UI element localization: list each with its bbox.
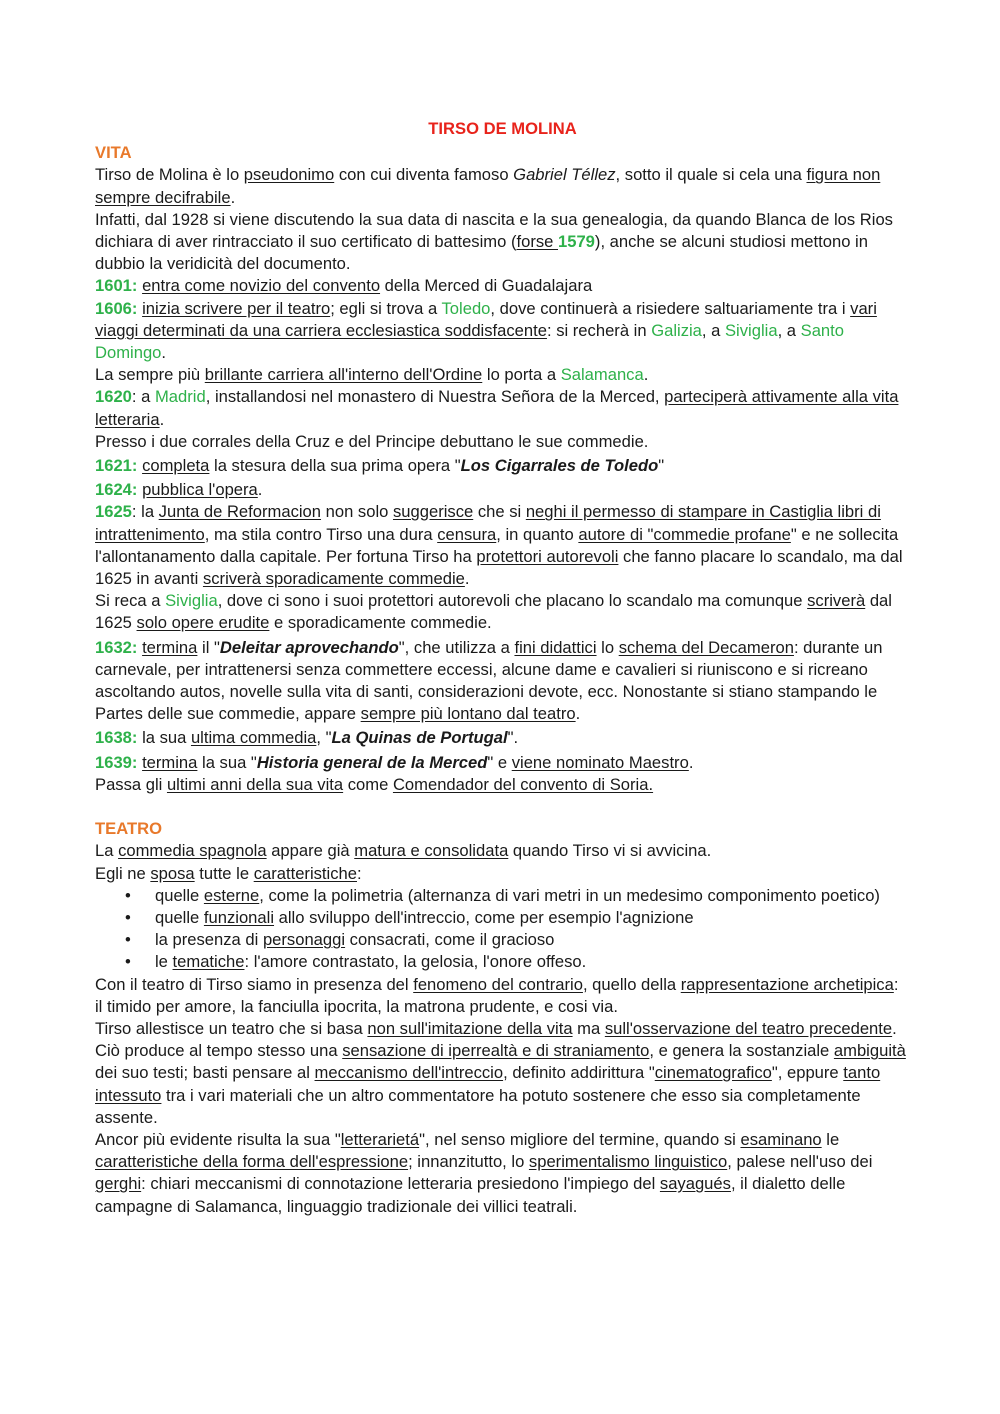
bullet-list bbox=[95, 885, 910, 974]
underlined-text: scriverà bbox=[807, 591, 866, 611]
underlined-text: funzionali bbox=[203, 907, 275, 927]
section-spacer bbox=[95, 796, 910, 818]
text-run: dei suo testi; basti pensare al bbox=[95, 1063, 315, 1083]
text-run: , dove continuerà a risiedere saltuariamente tra i bbox=[490, 298, 851, 318]
underlined-text: forse bbox=[516, 232, 558, 252]
text-run: la sua bbox=[142, 728, 191, 748]
underlined-text: solo opere erudite bbox=[136, 613, 270, 633]
text-run: . bbox=[464, 569, 470, 589]
year-label: 1601: bbox=[95, 276, 143, 296]
underlined-text: tematiche bbox=[172, 952, 245, 972]
bullet-icon: • bbox=[125, 885, 131, 905]
text-run: . bbox=[575, 704, 581, 724]
timeline-entry bbox=[95, 298, 910, 365]
text-run: . bbox=[257, 480, 263, 500]
text-run: , e genera la sostanziale bbox=[649, 1041, 834, 1061]
list-item bbox=[125, 885, 910, 907]
year-label: 1638: bbox=[95, 728, 143, 748]
text-run: che fanno placare lo scandalo, ma dal 1625 in avanti bbox=[95, 546, 903, 589]
underlined-text: brillante carriera all'interno dell'Ordine bbox=[204, 365, 483, 385]
year-label: 1639: bbox=[95, 752, 143, 772]
paragraph bbox=[95, 364, 910, 386]
timeline-entry bbox=[95, 275, 910, 297]
text-run: . bbox=[643, 365, 649, 385]
section-heading-vita: VITA bbox=[95, 143, 132, 163]
text-run: consacrati, come il gracioso bbox=[345, 930, 555, 950]
underlined-text: caratteristiche bbox=[253, 863, 357, 883]
text-run: con cui diventa famoso bbox=[334, 165, 514, 185]
text-run: ", che utilizza a bbox=[398, 637, 515, 657]
timeline-entry bbox=[95, 479, 910, 501]
text-run: , installandosi nel monastero di Nuestra Señora de la Merced, bbox=[205, 387, 665, 407]
underlined-text: ambiguità bbox=[833, 1041, 906, 1061]
work-title: Deleitar aprovechando bbox=[219, 637, 399, 657]
paragraph bbox=[95, 590, 910, 634]
underlined-text: figura non sempre decifrabile bbox=[95, 165, 881, 207]
text-run: quando Tirso vi si avvicina. bbox=[508, 841, 712, 861]
year-label: 1620 bbox=[95, 387, 132, 407]
text-run: le bbox=[821, 1129, 840, 1149]
text-run: , " bbox=[316, 728, 332, 748]
paragraph bbox=[95, 164, 910, 208]
underlined-text: rappresentazione archetipica bbox=[680, 974, 894, 994]
text-run: ", nel senso migliore del termine, quando si bbox=[419, 1129, 741, 1149]
text-run: Si reca a bbox=[95, 591, 166, 611]
text-run: lo bbox=[596, 637, 619, 657]
text-run: , il dialetto delle campagne di Salamanca, linguaggio tradizionale dei villici teatrali. bbox=[95, 1174, 846, 1216]
text-run: : il timido per amore, la fanciulla ipocrita, la matrona prudente, e cosi via. bbox=[95, 974, 899, 1016]
paragraph bbox=[95, 1018, 910, 1129]
list-item bbox=[125, 929, 910, 951]
text-run: : l'amore contrastato, la gelosia, l'onore offeso. bbox=[244, 952, 587, 972]
text-run: che si bbox=[473, 502, 526, 522]
text-run: : la bbox=[131, 502, 159, 522]
text-run: " e ne sollecita l'allontanamento dalla capitale. Per fortuna Tirso ha bbox=[95, 524, 899, 566]
text-run: ma bbox=[572, 1018, 605, 1038]
underlined-text: tanto intessuto bbox=[95, 1063, 881, 1105]
underlined-text: sayagués bbox=[659, 1174, 731, 1194]
underlined-text: schema del Decameron bbox=[618, 637, 794, 657]
text-run: Ancor più evidente risulta la sua " bbox=[95, 1129, 341, 1149]
timeline-entry bbox=[95, 752, 910, 774]
underlined-text: sperimentalismo linguistico bbox=[528, 1152, 728, 1172]
underlined-text: sposa bbox=[150, 863, 195, 883]
text-run: , a bbox=[701, 320, 725, 340]
bullet-icon: • bbox=[125, 930, 131, 950]
underlined-text: Junta de Reformacion bbox=[158, 502, 322, 522]
underlined-text: protettori autorevoli bbox=[476, 546, 619, 566]
underlined-text: parteciperà attivamente alla vita letteraria bbox=[95, 387, 899, 429]
text-run: ), anche se alcuni studiosi mettono in dubbio la veridicità del documento. bbox=[95, 232, 868, 274]
text-run: : si recherà in bbox=[546, 320, 652, 340]
timeline-entry bbox=[95, 501, 910, 590]
paragraph bbox=[95, 774, 910, 796]
paragraph bbox=[95, 1129, 910, 1218]
text-run: allo sviluppo dell'intreccio, come per esempio l'agnizione bbox=[274, 907, 694, 927]
underlined-text: inizia scrivere per il teatro bbox=[142, 298, 331, 318]
text-run: ". bbox=[507, 728, 519, 748]
text-run: La bbox=[95, 841, 119, 861]
timeline-entry bbox=[95, 637, 910, 726]
text-run: : bbox=[356, 863, 362, 883]
underlined-text: cinematografico bbox=[654, 1063, 772, 1083]
underlined-text: sensazione di iperrealtà e di straniamento bbox=[342, 1041, 650, 1061]
underlined-text: Comendador del convento di Soria. bbox=[392, 774, 654, 794]
text-run: Tirso allestisce un teatro che si basa bbox=[95, 1018, 368, 1038]
place-name: Madrid bbox=[154, 387, 206, 407]
underlined-text: pubblica l'opera bbox=[142, 480, 258, 500]
underlined-text: termina bbox=[142, 752, 198, 772]
text-run: , palese nell'uso dei bbox=[727, 1152, 873, 1172]
text-run: dal 1625 bbox=[95, 591, 892, 633]
text-run: , sotto il quale si cela una bbox=[615, 165, 807, 185]
text-run: la sua " bbox=[197, 752, 257, 772]
underlined-text: sull'osservazione del teatro precedente bbox=[604, 1018, 893, 1038]
underlined-text: vari viaggi determinati da una carriera ecclesiastica soddisfacente bbox=[95, 298, 877, 340]
text-run: . bbox=[688, 752, 694, 772]
text-run: , come la polimetria (alternanza di vari metri in un medesimo componimento poetico) bbox=[259, 885, 880, 905]
text-run: " e bbox=[487, 752, 512, 772]
text-run: quelle bbox=[155, 907, 204, 927]
paragraph bbox=[95, 431, 910, 453]
text-run: tra i vari materiali che un altro commentatore ha potuto sostenere che esso sia completamente assente. bbox=[95, 1085, 861, 1127]
underlined-text: gerghi bbox=[95, 1174, 142, 1194]
text-run: Egli ne bbox=[95, 863, 151, 883]
underlined-text: neghi il permesso di stampare in Castiglia libri di intrattenimento bbox=[95, 502, 881, 544]
text-run: " bbox=[658, 456, 665, 476]
section-heading-teatro: TEATRO bbox=[95, 819, 162, 839]
text-run: , a bbox=[777, 320, 801, 340]
text-run: , in quanto bbox=[496, 524, 579, 544]
underlined-text: ultimi anni della sua vita bbox=[166, 774, 344, 794]
timeline-entry bbox=[95, 455, 910, 477]
italic-text: Gabriel Téllez bbox=[513, 165, 616, 185]
text-run: Tirso de Molina è lo bbox=[95, 165, 244, 185]
text-run: il " bbox=[197, 637, 220, 657]
underlined-text: meccanismo dell'intreccio bbox=[314, 1063, 504, 1083]
underlined-text: termina bbox=[142, 637, 198, 657]
underlined-text: autore di "commedie profane bbox=[578, 524, 791, 544]
year-label: 1625 bbox=[95, 502, 132, 522]
text-run: : chiari meccanismi di connotazione letteraria presiedono l'impiego del bbox=[141, 1174, 660, 1194]
text-run: Con il teatro di Tirso siamo in presenza del bbox=[95, 974, 414, 994]
place-name: Toledo bbox=[441, 298, 491, 318]
text-run: ; egli si trova a bbox=[330, 298, 442, 318]
underlined-text: scriverà sporadicamente commedie bbox=[202, 569, 465, 589]
underlined-text: ultima commedia bbox=[190, 728, 317, 748]
bullet-icon: • bbox=[125, 907, 131, 927]
text-run: ", eppure bbox=[771, 1063, 844, 1083]
bullet-icon: • bbox=[125, 952, 131, 972]
text-run: le bbox=[155, 952, 173, 972]
timeline-entry bbox=[95, 386, 910, 430]
text-run: quelle bbox=[155, 885, 204, 905]
underlined-text: esterne bbox=[203, 885, 260, 905]
year-label: 1621: bbox=[95, 456, 143, 476]
underlined-text: censura bbox=[437, 524, 497, 544]
text-run: come bbox=[343, 774, 393, 794]
place-name: Galizia bbox=[651, 320, 702, 340]
text-run: Passa gli bbox=[95, 774, 167, 794]
text-run: ; innanzitutto, lo bbox=[408, 1152, 529, 1172]
text-run: la presenza di bbox=[155, 930, 263, 950]
underlined-text: personaggi bbox=[262, 930, 346, 950]
document-title: TIRSO DE MOLINA bbox=[428, 119, 577, 138]
place-name: Siviglia bbox=[165, 591, 218, 611]
paragraph bbox=[95, 974, 910, 1018]
text-run: della Merced di Guadalajara bbox=[380, 276, 593, 296]
text-run: . bbox=[161, 343, 167, 363]
underlined-text: fenomeno del contrario bbox=[413, 974, 583, 994]
list-item bbox=[125, 951, 910, 973]
year-label: 1579 bbox=[558, 232, 595, 252]
underlined-text: completa bbox=[142, 456, 210, 476]
timeline-entry bbox=[95, 727, 910, 749]
place-name: Salamanca bbox=[560, 365, 644, 385]
text-run: . bbox=[159, 409, 165, 429]
paragraph bbox=[95, 863, 910, 885]
text-run: , definito addirittura " bbox=[503, 1063, 655, 1083]
text-run: La sempre più bbox=[95, 365, 205, 385]
place-name: Siviglia bbox=[724, 320, 778, 340]
underlined-text: caratteristiche della forma dell'espressione bbox=[95, 1152, 409, 1172]
underlined-text: entra come novizio del convento bbox=[142, 276, 381, 296]
text-run: . bbox=[230, 187, 236, 207]
text-run: , dove ci sono i suoi protettori autorevoli che placano lo scandalo ma comunque bbox=[217, 591, 808, 611]
text-run: Infatti, dal 1928 si viene discutendo la sua data di nascita e la sua genealogia, da quando Blanca de los Rios dichiara di aver rintracciato il suo certificato di battesimo ( bbox=[95, 209, 893, 252]
paragraph bbox=[95, 209, 910, 276]
underlined-text: matura e consolidata bbox=[354, 841, 509, 861]
year-label: 1632: bbox=[95, 637, 143, 657]
text-run: lo porta a bbox=[482, 365, 561, 385]
underlined-text: sempre più lontano dal teatro bbox=[360, 704, 576, 724]
text-run: appare già bbox=[266, 841, 355, 861]
underlined-text: esaminano bbox=[740, 1129, 822, 1149]
year-label: 1624: bbox=[95, 480, 143, 500]
text-run: , quello della bbox=[582, 974, 681, 994]
list-item bbox=[125, 907, 910, 929]
underlined-text: pseudonimo bbox=[243, 165, 335, 185]
text-run: : a bbox=[131, 387, 155, 407]
text-run: , ma stila contro Tirso una dura bbox=[204, 524, 438, 544]
paragraph bbox=[95, 840, 910, 862]
underlined-text: commedia spagnola bbox=[118, 841, 267, 861]
work-title: Los Cigarrales de Toledo bbox=[460, 456, 659, 476]
text-run: . Ciò produce al tempo stesso una bbox=[95, 1018, 897, 1061]
text-run: : durante un carnevale, per intrattenersi senza commettere eccessi, alcune dame e cavalieri si riuniscono e si ricreano ascoltando autos, novelle sulla vita di santi, considerazioni devote, ecc. Nonostante si stiano stampando le Partes delle sue commedie, appare bbox=[95, 637, 883, 724]
text-run: la stesura della sua prima opera " bbox=[209, 456, 461, 476]
underlined-text: letterarietá bbox=[340, 1129, 420, 1149]
text-run: tutte le bbox=[194, 863, 254, 883]
underlined-text: suggerisce bbox=[392, 502, 474, 522]
year-label: 1606: bbox=[95, 298, 143, 318]
text-run: non solo bbox=[321, 502, 393, 522]
document-page bbox=[95, 118, 910, 1218]
underlined-text: non sull'imitazione della vita bbox=[367, 1018, 573, 1038]
work-title: Historia general de la Merced bbox=[256, 752, 488, 772]
underlined-text: viene nominato Maestro bbox=[511, 752, 689, 772]
place-name: Santo Domingo bbox=[95, 320, 844, 363]
underlined-text: fini didattici bbox=[514, 637, 597, 657]
text-run: e sporadicamente commedie. bbox=[269, 613, 492, 633]
text-run: Presso i due corrales della Cruz e del Principe debuttano le sue commedie. bbox=[95, 431, 649, 451]
work-title: La Quinas de Portugal bbox=[331, 728, 508, 748]
